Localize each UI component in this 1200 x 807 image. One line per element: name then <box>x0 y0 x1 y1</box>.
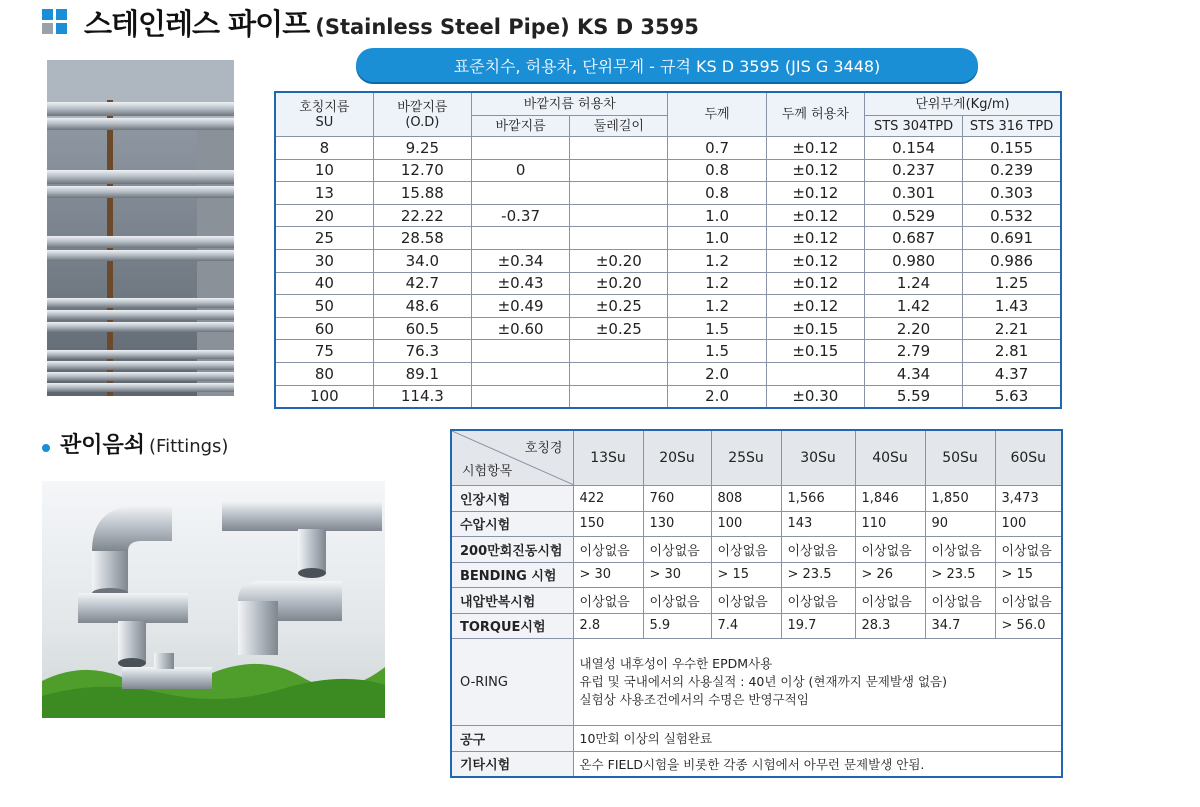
fittings-cell: 이상없음 <box>925 537 995 563</box>
pipe-cell <box>570 340 668 363</box>
pipe-cell: 0.691 <box>963 227 1061 250</box>
tool-row-text: 10만회 이상의 실험완료 <box>573 726 1062 752</box>
fittings-cell: > 23.5 <box>925 562 995 588</box>
pipe-cell: ±0.15 <box>766 317 864 340</box>
fittings-heading-english: (Fittings) <box>149 436 229 457</box>
pipe-cell <box>471 340 569 363</box>
pipe-cell: 48.6 <box>373 295 471 318</box>
pipe-cell: ±0.20 <box>570 249 668 272</box>
fittings-photo <box>42 481 385 718</box>
other-test-row-text: 온수 FIELD시험을 비롯한 각종 시험에서 아무런 문제발생 안됨. <box>573 751 1062 777</box>
fittings-row-label: 인장시험 <box>451 486 573 512</box>
pipe-cell: 2.81 <box>963 340 1061 363</box>
pipe-cell: 25 <box>275 227 373 250</box>
pipe-cell <box>471 227 569 250</box>
tool-row-label: 공구 <box>451 726 573 752</box>
fittings-row-label: 내압반복시험 <box>451 588 573 614</box>
pipe-cell: 2.20 <box>864 317 962 340</box>
pipe-cell <box>570 385 668 408</box>
tool-row <box>451 726 1062 752</box>
pipe-cell: 1.2 <box>668 272 766 295</box>
fittings-row <box>451 613 1062 639</box>
col-tol-circ-header: 둘레길이 <box>570 116 668 137</box>
fittings-cell: 130 <box>643 511 711 537</box>
pipe-cell: ±0.34 <box>471 249 569 272</box>
pipe-cell: ±0.49 <box>471 295 569 318</box>
fittings-cell: 이상없음 <box>855 588 925 614</box>
col-60su-header: 60Su <box>995 430 1062 486</box>
fittings-cell: 150 <box>573 511 643 537</box>
col-40su-header: 40Su <box>855 430 925 486</box>
pipe-cell <box>570 362 668 385</box>
fittings-cell: 5.9 <box>643 613 711 639</box>
pipe-cell: 0.303 <box>963 182 1061 205</box>
pipe-row <box>275 340 1061 363</box>
pipe-cell: ±0.12 <box>766 137 864 160</box>
pipe-cell: ±0.12 <box>766 159 864 182</box>
pipe-cell: 5.59 <box>864 385 962 408</box>
fittings-cell: 760 <box>643 486 711 512</box>
pipe-cell: 12.70 <box>373 159 471 182</box>
fittings-cell: 90 <box>925 511 995 537</box>
pipe-cell: 0.529 <box>864 204 962 227</box>
pipe-cell: ±0.12 <box>766 227 864 250</box>
fittings-cell: 이상없음 <box>925 588 995 614</box>
pipe-cell <box>471 362 569 385</box>
fittings-header-row <box>451 430 1062 486</box>
pipe-cell: 75 <box>275 340 373 363</box>
pipe-cell: 0.237 <box>864 159 962 182</box>
col-weight-header: 단위무게(Kg/m) <box>864 92 1061 116</box>
pipe-cell: 0.154 <box>864 137 962 160</box>
stainless-pipe-photo <box>47 60 234 396</box>
oring-row <box>451 639 1062 726</box>
fittings-heading <box>42 428 228 459</box>
col-50su-header: 50Su <box>925 430 995 486</box>
col-20su-header: 20Su <box>643 430 711 486</box>
pipe-row <box>275 362 1061 385</box>
pipe-cell: 0.8 <box>668 182 766 205</box>
pipe-cell: ±0.20 <box>570 272 668 295</box>
fittings-cell: 이상없음 <box>781 537 855 563</box>
oring-description <box>573 639 1062 726</box>
pipe-row <box>275 385 1061 408</box>
fittings-cell: 이상없음 <box>573 588 643 614</box>
pipe-cell: 0.687 <box>864 227 962 250</box>
col-30su-header: 30Su <box>781 430 855 486</box>
pipe-cell: ±0.12 <box>766 272 864 295</box>
pipe-cell: ±0.25 <box>570 295 668 318</box>
pipe-row <box>275 249 1061 272</box>
pipe-cell: 76.3 <box>373 340 471 363</box>
fittings-cell: 이상없음 <box>781 588 855 614</box>
pipe-cell <box>570 204 668 227</box>
oring-label: O-RING <box>451 639 573 726</box>
col-w316-header: STS 316 TPD <box>963 116 1061 137</box>
pipe-row <box>275 295 1061 318</box>
page-title <box>84 2 699 43</box>
fittings-cell: 7.4 <box>711 613 781 639</box>
header-corner-cell <box>451 430 573 486</box>
fittings-cell: > 30 <box>643 562 711 588</box>
pipe-cell: 0.239 <box>963 159 1061 182</box>
oring-line: 실험상 사용조건에서의 수명은 반영구적임 <box>579 692 809 707</box>
pipe-cell: 0.7 <box>668 137 766 160</box>
pipe-row <box>275 204 1061 227</box>
fittings-cell: > 15 <box>995 562 1062 588</box>
fittings-row <box>451 562 1062 588</box>
pipe-cell <box>570 227 668 250</box>
pipe-cell: -0.37 <box>471 204 569 227</box>
col-w304-header: STS 304TPD <box>864 116 962 137</box>
pipe-cell: 2.0 <box>668 362 766 385</box>
page-title-english: (Stainless Steel Pipe) KS D 3595 <box>315 15 699 39</box>
fittings-cell: > 26 <box>855 562 925 588</box>
pipe-cell: 8 <box>275 137 373 160</box>
pipe-cell: 1.42 <box>864 295 962 318</box>
pipe-cell: 4.34 <box>864 362 962 385</box>
pipe-cell: 80 <box>275 362 373 385</box>
pipe-cell: 0.155 <box>963 137 1061 160</box>
pipe-cell: ±0.12 <box>766 182 864 205</box>
pipe-cell: 0.532 <box>963 204 1061 227</box>
pipe-cell: 1.5 <box>668 317 766 340</box>
pipe-cell: ±0.15 <box>766 340 864 363</box>
pipe-row <box>275 159 1061 182</box>
col-nominal-header: 호칭지름 SU <box>275 92 373 137</box>
pipe-cell: ±0.12 <box>766 204 864 227</box>
fittings-cell: > 56.0 <box>995 613 1062 639</box>
pipe-cell: ±0.25 <box>570 317 668 340</box>
pipe-cell: 60 <box>275 317 373 340</box>
fittings-cell: 2.8 <box>573 613 643 639</box>
fittings-cell: 1,850 <box>925 486 995 512</box>
fittings-row-label: 200만회진동시험 <box>451 537 573 563</box>
pipe-cell: ±0.30 <box>766 385 864 408</box>
fittings-cell: > 15 <box>711 562 781 588</box>
fittings-cell: 422 <box>573 486 643 512</box>
pipe-cell: ±0.12 <box>766 249 864 272</box>
pipe-cell: 22.22 <box>373 204 471 227</box>
fittings-cell: 이상없음 <box>855 537 925 563</box>
pipe-cell: 1.43 <box>963 295 1061 318</box>
pipe-cell: 5.63 <box>963 385 1061 408</box>
fittings-cell: 19.7 <box>781 613 855 639</box>
pipe-cell: 20 <box>275 204 373 227</box>
pipe-cell: 89.1 <box>373 362 471 385</box>
fittings-cell: 100 <box>711 511 781 537</box>
pipe-cell <box>570 182 668 205</box>
bullet-dot-icon <box>42 444 50 452</box>
pipe-row <box>275 227 1061 250</box>
fittings-cell: 808 <box>711 486 781 512</box>
pipe-cell <box>471 385 569 408</box>
fittings-cell: 이상없음 <box>573 537 643 563</box>
fittings-heading-korean: 관이음쇠 <box>60 433 146 458</box>
pipe-row <box>275 137 1061 160</box>
pipe-cell: 15.88 <box>373 182 471 205</box>
pipe-cell: 0.8 <box>668 159 766 182</box>
pipe-cell: 2.79 <box>864 340 962 363</box>
pipe-cell: 50 <box>275 295 373 318</box>
pipe-cell: 34.0 <box>373 249 471 272</box>
pipe-cell <box>570 159 668 182</box>
pipe-cell: 1.25 <box>963 272 1061 295</box>
pipe-cell: 1.0 <box>668 204 766 227</box>
pipe-spec-table <box>274 91 1062 409</box>
fittings-cell: 이상없음 <box>711 588 781 614</box>
other-test-row <box>451 751 1062 777</box>
page-title-korean: 스테인레스 파이프 <box>84 7 310 41</box>
col-od-header: 바깥지름 (O.D) <box>373 92 471 137</box>
oring-line: 유럽 및 국내에서의 사용실적 : 40년 이상 (현재까지 문제발생 없음) <box>579 674 948 689</box>
col-thickness-tol-header: 두께 허용차 <box>766 92 864 137</box>
pipe-cell: 100 <box>275 385 373 408</box>
fittings-cell: 28.3 <box>855 613 925 639</box>
fittings-cell: 1,846 <box>855 486 925 512</box>
fittings-cell: 이상없음 <box>711 537 781 563</box>
fittings-row <box>451 511 1062 537</box>
pipe-cell: ±0.60 <box>471 317 569 340</box>
pipe-cell: 4.37 <box>963 362 1061 385</box>
pipe-cell: 28.58 <box>373 227 471 250</box>
pipe-cell: 42.7 <box>373 272 471 295</box>
fittings-cell: 이상없음 <box>643 588 711 614</box>
pipe-cell: 0.986 <box>963 249 1061 272</box>
fittings-cell: > 30 <box>573 562 643 588</box>
pipe-cell: 9.25 <box>373 137 471 160</box>
other-test-row-label: 기타시험 <box>451 751 573 777</box>
fittings-cell: 이상없음 <box>643 537 711 563</box>
pipe-cell <box>766 362 864 385</box>
fittings-cell: 이상없음 <box>995 537 1062 563</box>
pipe-row <box>275 317 1061 340</box>
col-tol-od-header: 바깥지름 <box>471 116 569 137</box>
pipe-cell: 30 <box>275 249 373 272</box>
pipe-cell: 60.5 <box>373 317 471 340</box>
pipe-cell <box>570 137 668 160</box>
fittings-cell: 143 <box>781 511 855 537</box>
pipe-cell: 1.0 <box>668 227 766 250</box>
pipe-cell: 13 <box>275 182 373 205</box>
pipe-cell: 40 <box>275 272 373 295</box>
col-25su-header: 25Su <box>711 430 781 486</box>
pipe-cell: 10 <box>275 159 373 182</box>
corner-nominal-label: 호칭경 <box>524 441 563 456</box>
pipe-cell: 0.301 <box>864 182 962 205</box>
fittings-row-label: TORQUE시험 <box>451 613 573 639</box>
pipe-cell <box>471 182 569 205</box>
pipe-cell: 2.21 <box>963 317 1061 340</box>
pipe-cell: 0.980 <box>864 249 962 272</box>
pipe-row <box>275 272 1061 295</box>
fittings-cell: 100 <box>995 511 1062 537</box>
pipe-cell <box>471 137 569 160</box>
corner-test-label: 시험항목 <box>462 464 513 479</box>
fittings-cell: 1,566 <box>781 486 855 512</box>
oring-line: 내열성 내후성이 우수한 EPDM사용 <box>579 656 773 671</box>
fittings-test-table <box>450 429 1063 778</box>
pipe-cell: 1.2 <box>668 249 766 272</box>
fittings-cell: 이상없음 <box>995 588 1062 614</box>
fittings-cell: 34.7 <box>925 613 995 639</box>
pipe-cell: 114.3 <box>373 385 471 408</box>
fittings-cell: 3,473 <box>995 486 1062 512</box>
col-thickness-header: 두께 <box>668 92 766 137</box>
fittings-cell: > 23.5 <box>781 562 855 588</box>
fittings-row-label: BENDING 시험 <box>451 562 573 588</box>
fittings-row-label: 수압시험 <box>451 511 573 537</box>
spec-banner: 표준치수, 허용차, 단위무게 - 규격 KS D 3595 (JIS G 3448) <box>356 48 978 82</box>
fittings-cell: 110 <box>855 511 925 537</box>
pipe-cell: ±0.12 <box>766 295 864 318</box>
pipe-cell: 2.0 <box>668 385 766 408</box>
pipe-row <box>275 182 1061 205</box>
fittings-row <box>451 486 1062 512</box>
fittings-row <box>451 537 1062 563</box>
col-13su-header: 13Su <box>573 430 643 486</box>
fittings-row <box>451 588 1062 614</box>
pipe-cell: 0 <box>471 159 569 182</box>
header-squares-icon <box>42 9 68 35</box>
pipe-cell: 1.2 <box>668 295 766 318</box>
pipe-cell: 1.5 <box>668 340 766 363</box>
pipe-cell: ±0.43 <box>471 272 569 295</box>
col-tolerance-header: 바깥지름 허용차 <box>471 92 667 116</box>
pipe-cell: 1.24 <box>864 272 962 295</box>
